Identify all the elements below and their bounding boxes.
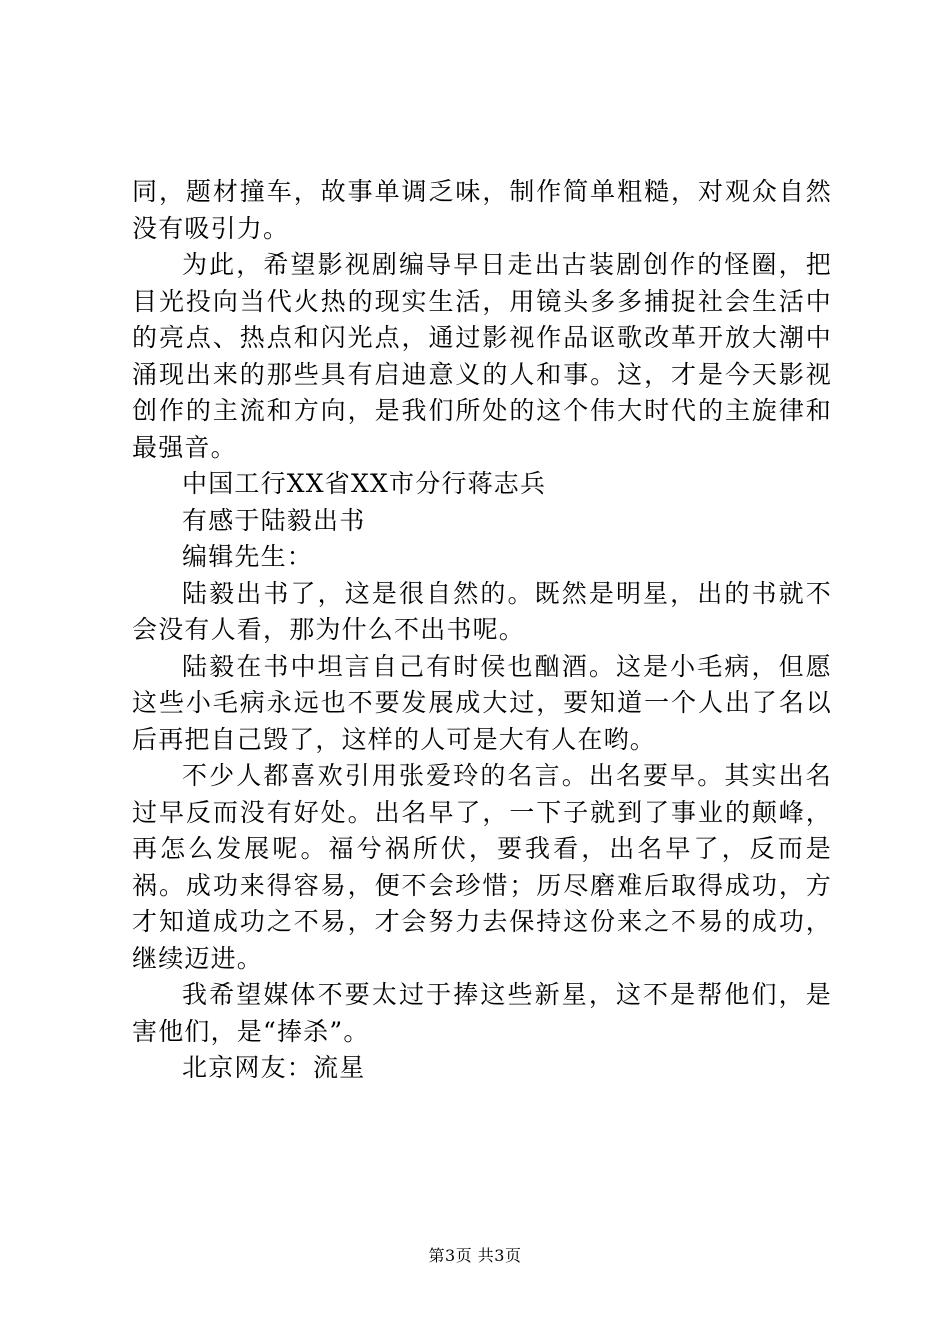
article-title: 有感于陆毅出书 bbox=[182, 505, 366, 535]
author-signature-2: 北京网友：流星 bbox=[182, 1053, 366, 1082]
paragraph-fame: 不少人都喜欢引用张爱玲的名言。出名要早。其实出名过早反而没有好处。出名早了，一下子就到了事业的颠峰，再怎么发展呢。福兮祸所伏，要我看，出名早了，反而是祸。成功来得容易，便不会珍惜；历尽磨难后取得成功，方才知道成功之不易，才会努力去保持这份来之不易的成功，继续迈进。 bbox=[132, 761, 832, 973]
salutation: 编辑先生： bbox=[182, 542, 314, 571]
paragraph-book-release: 陆毅出书了，这是很自然的。既然是明星，出的书就不会没有人看，那为什么不出书呢。 bbox=[132, 578, 832, 644]
paragraph-continuation: 同，题材撞车，故事单调乏味，制作简单粗糙，对观众自然没有吸引力。 bbox=[132, 177, 832, 243]
document-body bbox=[132, 174, 832, 1087]
paragraph-media: 我希望媒体不要太过于捧这些新星，这不是帮他们，是害他们，是“捧杀”。 bbox=[132, 980, 832, 1046]
paragraph-appeal: 为此，希望影视剧编导早日走出古装剧创作的怪圈，把目光投向当代火热的现实生活，用镜头多多捕捉社会生活中的亮点、热点和闪光点，通过影视作品讴歌改革开放大潮中涌现出来的那些具有启迪意义的人和事。这，才是今天影视创作的主流和方向，是我们所处的这个伟大时代的主旋律和最强音。 bbox=[132, 250, 832, 462]
paragraph-drinking: 陆毅在书中坦言自己有时侯也酗酒。这是小毛病，但愿这些小毛病永远也不要发展成大过，要知道一个人出了名以后再把自己毁了，这样的人可是大有人在哟。 bbox=[132, 651, 832, 754]
page-footer: 第3页 共3页 bbox=[428, 1246, 522, 1265]
author-signature-1: 中国工行XX省XX市分行蒋志兵 bbox=[182, 469, 547, 498]
